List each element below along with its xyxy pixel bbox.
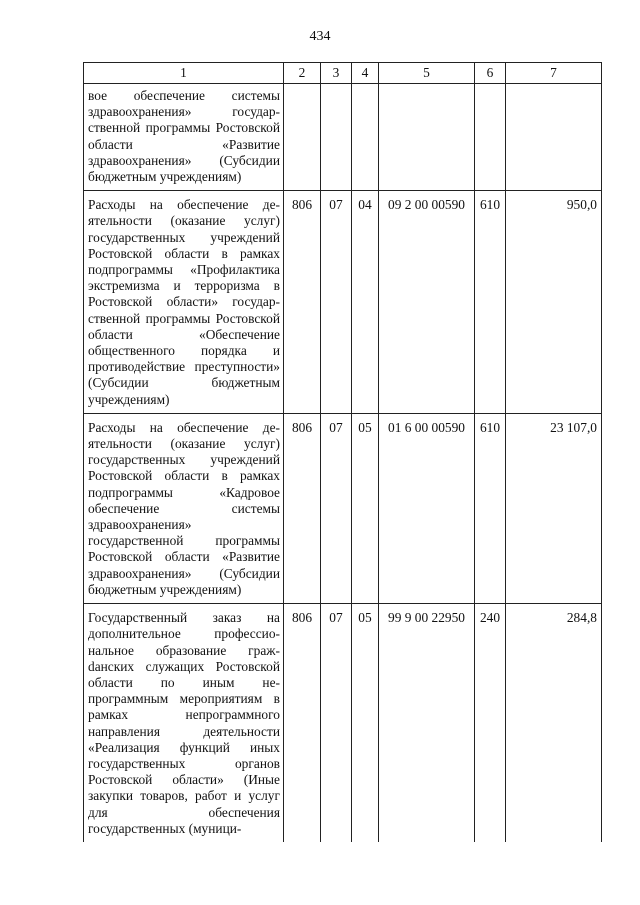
row-section: [321, 84, 352, 191]
header-expense-type: 6: [475, 63, 506, 84]
row-subsection: [352, 84, 379, 191]
row-amount: 23 107,0: [506, 413, 602, 603]
row-section: 07: [321, 191, 352, 414]
row-target-article: 01 6 00 00590: [379, 413, 475, 603]
row-target-article: [379, 84, 475, 191]
header-amount: 7: [506, 63, 602, 84]
row-subsection: 05: [352, 604, 379, 842]
header-target-article: 5: [379, 63, 475, 84]
row-target-article: 09 2 00 00590: [379, 191, 475, 414]
row-subsection: 04: [352, 191, 379, 414]
page-number: 434: [309, 29, 331, 44]
header-section: 3: [321, 63, 352, 84]
row-amount: [506, 84, 602, 191]
row-expense-type: 610: [475, 413, 506, 603]
row-expense-type: 240: [475, 604, 506, 842]
row-target-article: 99 9 00 22950: [379, 604, 475, 842]
row-ministry: 806: [284, 604, 321, 842]
header-subsection: 4: [352, 63, 379, 84]
row-description: Расходы на обеспечение деятельности (оказание услуг) государственных учреждений Ростовской области в рамках подпрограммы «Кадровое обеспечение системы здравоохранения» государственной программы Ростовской области «Развитие здравоохранения» (Субсидии бюджетным учреждениям): [84, 413, 284, 603]
header-ministry: 2: [284, 63, 321, 84]
row-expense-type: 610: [475, 191, 506, 414]
table-header-row: [84, 63, 602, 84]
table-row: [84, 604, 602, 842]
row-expense-type: [475, 84, 506, 191]
table-row: [84, 191, 602, 414]
row-subsection: 05: [352, 413, 379, 603]
budget-table: [83, 62, 602, 842]
header-description: 1: [84, 63, 284, 84]
row-ministry: 806: [284, 191, 321, 414]
row-description: Государственный заказ на дополнительное профессиональное образование гражdанских служащих Ростовской области по иным непрограммным мероприятиям в рамках непрограммного направления деятельности «Реализация функций иных государственных органов Ростовской области» (Иные закупки товаров, работ и услуг для обеспечения государственных (муници-: [84, 604, 284, 842]
row-ministry: 806: [284, 413, 321, 603]
row-description: Расходы на обеспечение деятельности (оказание услуг) государственных учреждений Ростовской области в рамках подпрограммы «Профилактика экстремизма и терроризма в Ростовской области» государственной программы Ростовской области «Обеспечение общественного порядка и противодействие преступности» (Субсидии бюджетным учреждениям): [84, 191, 284, 414]
row-description: вое обеспечение системы здравоохранения» государственной программы Ростовской области «Развитие здравоохранения» (Субсидии бюджетным учреждениям): [84, 84, 284, 191]
row-ministry: [284, 84, 321, 191]
row-section: 07: [321, 604, 352, 842]
row-section: 07: [321, 413, 352, 603]
row-amount: 284,8: [506, 604, 602, 842]
row-amount: 950,0: [506, 191, 602, 414]
table-row: [84, 413, 602, 603]
table-row: [84, 84, 602, 191]
